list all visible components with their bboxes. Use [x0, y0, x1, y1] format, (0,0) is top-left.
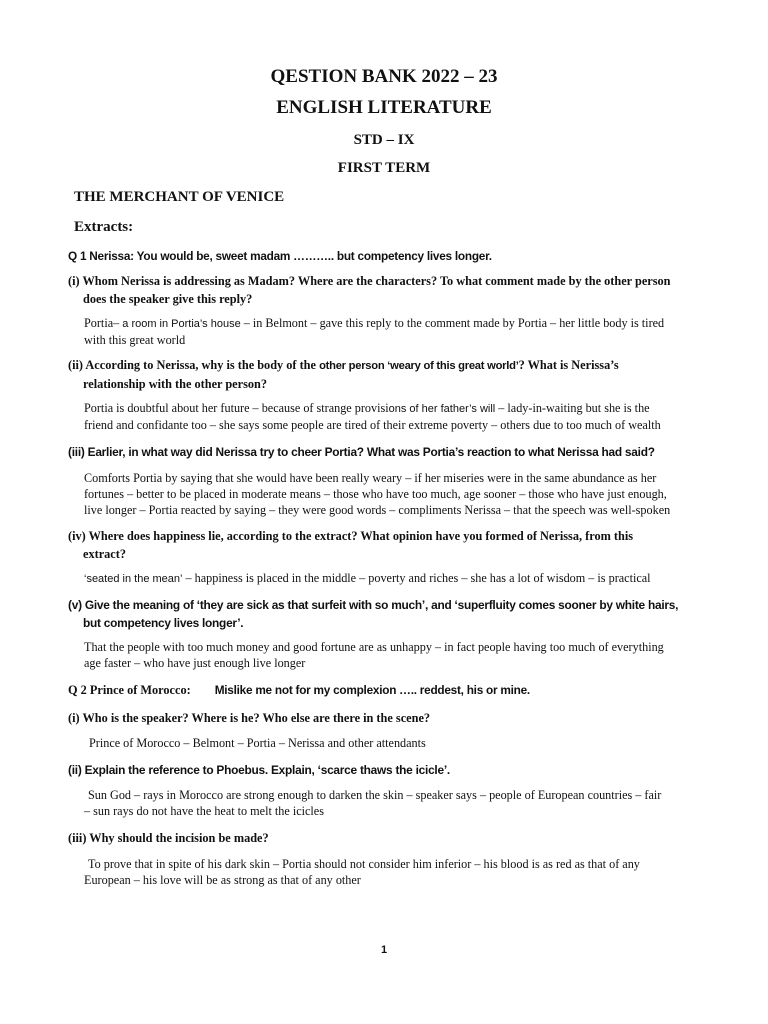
q1-iv-question-line2: extract?: [83, 547, 127, 561]
q1-ii-question-line2: relationship with the other person?: [83, 377, 268, 391]
q2-stem: [68, 681, 680, 699]
q1-i-answer: [84, 315, 680, 348]
q1-i-answer-line2: [84, 332, 680, 348]
q1-ii-question: [68, 356, 680, 393]
q1-i-answer-sans: a room in Portia’s house: [122, 318, 241, 330]
q1-i-answer-text: Portia–: [84, 316, 123, 330]
q2-iii-answer-line1: To prove that in spite of his dark skin – Portia should not consider him inferior – his blood is as red as that of any: [88, 857, 640, 871]
q1-v-answer-line1: That the people with too much money and good fortune are as unhappy – in fact people having too much of everything: [84, 640, 664, 654]
q1-v-question: [68, 596, 680, 632]
page-title: QESTION BANK 2022 – 23: [270, 66, 498, 87]
q1-iii-answer-line1: Comforts Portia by saying that she would have been really weary – if her miseries were in the same abundance as her: [84, 471, 657, 485]
term-label: FIRST TERM: [337, 160, 431, 176]
q2-i-answer: Prince of Morocco – Belmont – Portia – Nerissa and other attendants: [89, 736, 426, 750]
q1-iv-question-line1: (iv) Where does happiness lie, according to the extract? What opinion have you formed of Nerissa, from this: [68, 529, 634, 543]
q1-i-question: [68, 272, 680, 308]
q1-ii-answer: [84, 400, 680, 433]
q1-v-answer: [84, 639, 680, 671]
q1-iv-answer-text: – happiness is placed in the middle – poverty and riches – she has a lot of wisdom – is practical: [182, 571, 651, 585]
q1-ii-answer-line2: friend and confidante too – she says some people are tired of their extreme poverty – others due to too much of wealth: [84, 418, 661, 432]
q2-iii-answer: [84, 856, 680, 888]
q1-ii-answer-sans: ons of her father’s will: [388, 403, 496, 415]
q1-iii-answer-line3: live longer – Portia reacted by saying – they were good words – compliments Nerissa – that the speech was well-spoken: [84, 503, 671, 517]
page-number: 1: [380, 944, 388, 956]
q1-iii-answer-line2: fortunes – better to be placed in moderate means – those who have too much, age sooner – those who have just enough,: [84, 487, 667, 501]
q1-iv-answer-sans: ‘seated in the mean’: [84, 573, 183, 585]
q2-ii-question: (ii) Explain the reference to Phoebus. Explain, ‘scarce thaws the icicle’.: [68, 763, 450, 777]
q1-ii-answer-text: Portia is doubtful about her future – because of strange provisi: [84, 401, 389, 415]
q1-ii-question-text2: ? What is Nerissa’s: [518, 358, 619, 372]
q2-ii-answer-line2: – sun rays do not have the heat to melt the icicles: [84, 804, 324, 818]
q1-v-question-line1: (v) Give the meaning of ‘they are sick as that surfeit with so much’, and ‘superfluity comes sooner by white hairs,: [68, 598, 679, 612]
q1-iv-question: [68, 527, 680, 563]
q1-ii-question-cond: other person ‘weary of this great world’: [319, 360, 519, 372]
q2-i-question: (i) Who is the speaker? Where is he? Who else are there in the scene?: [68, 711, 431, 725]
q2-ii-answer-line1: Sun God – rays in Morocco are strong enough to darken the skin – speaker says – people of European countries – fair: [88, 788, 662, 802]
q2-stem-text: Mislike me not for my complexion ….. reddest, his or mine.: [214, 683, 530, 697]
q1-stem: Q 1 Nerissa: You would be, sweet madam ……….. but competency lives longer.: [68, 249, 492, 263]
book-heading: THE MERCHANT OF VENICE: [74, 189, 285, 205]
q2-iii-answer-line2: European – his love will be as strong as that of any other: [84, 873, 361, 887]
q1-ii-answer-text2: – lady-in-waiting but she is the: [495, 401, 650, 415]
q2-ii-answer: [84, 787, 680, 819]
q2-label: Q 2 Prince of Morocco:: [68, 683, 191, 697]
q1-iii-question: (iii) Earlier, in what way did Nerissa try to cheer Portia? What was Portia’s reaction to what Nerissa had said?: [68, 445, 655, 459]
q1-v-question-line2: but competency lives longer’.: [83, 616, 244, 630]
q1-v-answer-line2: age faster – who have just enough live longer: [84, 656, 306, 670]
q1-iv-answer: [84, 570, 680, 587]
standard-label: STD – IX: [353, 132, 415, 148]
q1-iii-answer: [84, 470, 680, 518]
q2-iii-question: (iii) Why should the incision be made?: [68, 831, 269, 845]
q1-i-answer-line2-text: with this great world: [84, 333, 186, 347]
subject-title: ENGLISH LITERATURE: [276, 97, 492, 118]
q1-i-question-line1: (i) Whom Nerissa is addressing as Madam? Where are the characters? To what comment made by the other person: [68, 274, 671, 288]
q1-i-answer-text2: – in Belmont – gave this reply to the comment made by Portia – her little body is tired: [240, 316, 665, 330]
q1-i-question-line2: does the speaker give this reply?: [83, 292, 253, 306]
extracts-heading: Extracts:: [74, 219, 134, 235]
q1-ii-question-text: (ii) According to Nerissa, why is the body of the: [68, 358, 320, 372]
